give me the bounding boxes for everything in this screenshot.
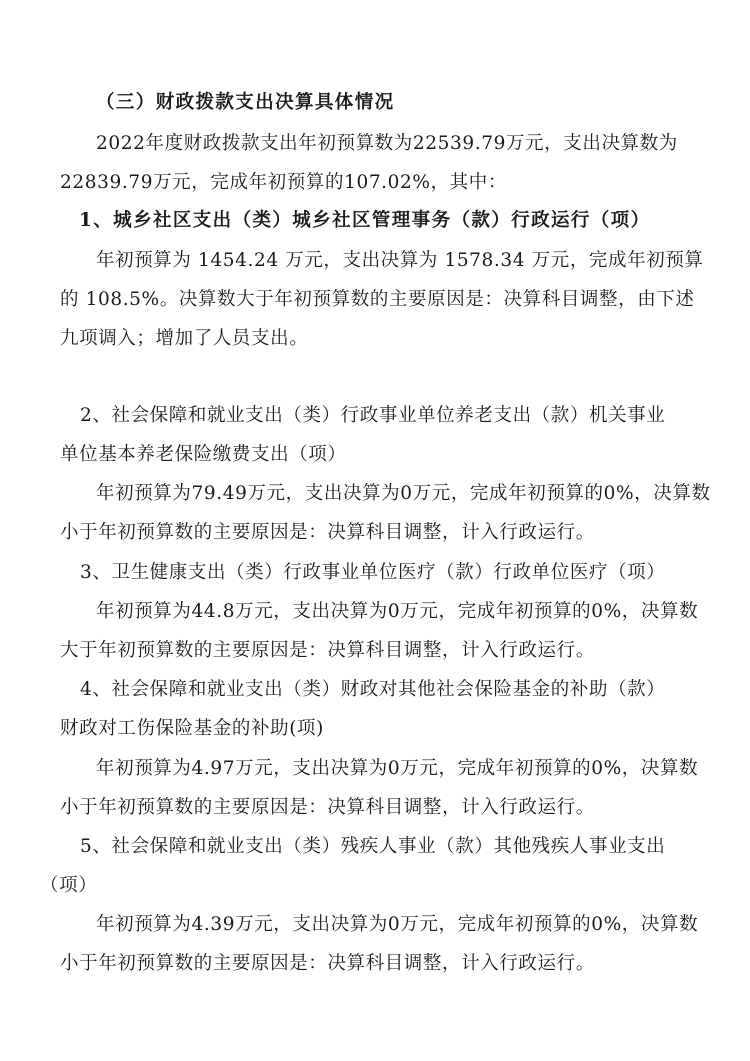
item-4-title-line-2: 财政对工伤保险基金的补助(项) <box>60 718 324 739</box>
item-4-body-line-2: 小于年初预算数的主要原因是：决算科目调整，计入行政运行。 <box>60 797 595 818</box>
item-3-title: 3、卫生健康支出（类）行政事业单位医疗（款）行政单位医疗（项） <box>80 562 666 583</box>
item-1-body-line-2: 的 108.5%。决算数大于年初预算数的主要原因是：决算科目调整，由下述 <box>60 289 695 310</box>
item-1-title: 1、城乡社区支出（类）城乡社区管理事务（款）行政运行（项） <box>79 210 651 231</box>
item-5-body-line-1: 年初预算为4.39万元，支出决算为0万元，完成年初预算的0%，决算数 <box>96 914 699 935</box>
item-5-body-line-2: 小于年初预算数的主要原因是：决算科目调整，计入行政运行。 <box>60 953 595 974</box>
item-2-body-line-2: 小于年初预算数的主要原因是：决算科目调整，计入行政运行。 <box>60 522 595 543</box>
item-2-title-line-1: 2、社会保障和就业支出（类）行政事业单位养老支出（款）机关事业 <box>80 405 666 426</box>
item-2-body-line-1: 年初预算为79.49万元，支出决算为0万元，完成年初预算的0%，决算数 <box>96 483 711 504</box>
item-1-body-line-1: 年初预算为 1454.24 万元，支出决算为 1578.34 万元，完成年初预算 <box>96 250 704 271</box>
summary-line-1: 2022年度财政拨款支出年初预算数为22539.79万元，支出决算数为 <box>96 133 678 154</box>
item-3-body-line-1: 年初预算为44.8万元，支出决算为0万元，完成年初预算的0%，决算数 <box>96 601 699 622</box>
section-heading: （三）财政拨款支出决算具体情况 <box>96 92 395 113</box>
summary-line-2: 22839.79万元，完成年初预算的107.02%，其中： <box>60 172 507 193</box>
item-2-title-line-2: 单位基本养老保险缴费支出（项） <box>60 444 347 465</box>
item-3-body-line-2: 大于年初预算数的主要原因是：决算科目调整，计入行政运行。 <box>60 640 595 661</box>
item-5-title-line-2: （项） <box>40 875 98 896</box>
item-4-body-line-1: 年初预算为4.97万元，支出决算为0万元，完成年初预算的0%，决算数 <box>96 758 699 779</box>
item-1-body-line-3: 九项调入；增加了人员支出。 <box>60 328 309 349</box>
item-4-title-line-1: 4、社会保障和就业支出（类）财政对其他社会保险基金的补助（款） <box>80 679 666 700</box>
item-5-title-line-1: 5、社会保障和就业支出（类）残疾人事业（款）其他残疾人事业支出 <box>80 836 666 857</box>
